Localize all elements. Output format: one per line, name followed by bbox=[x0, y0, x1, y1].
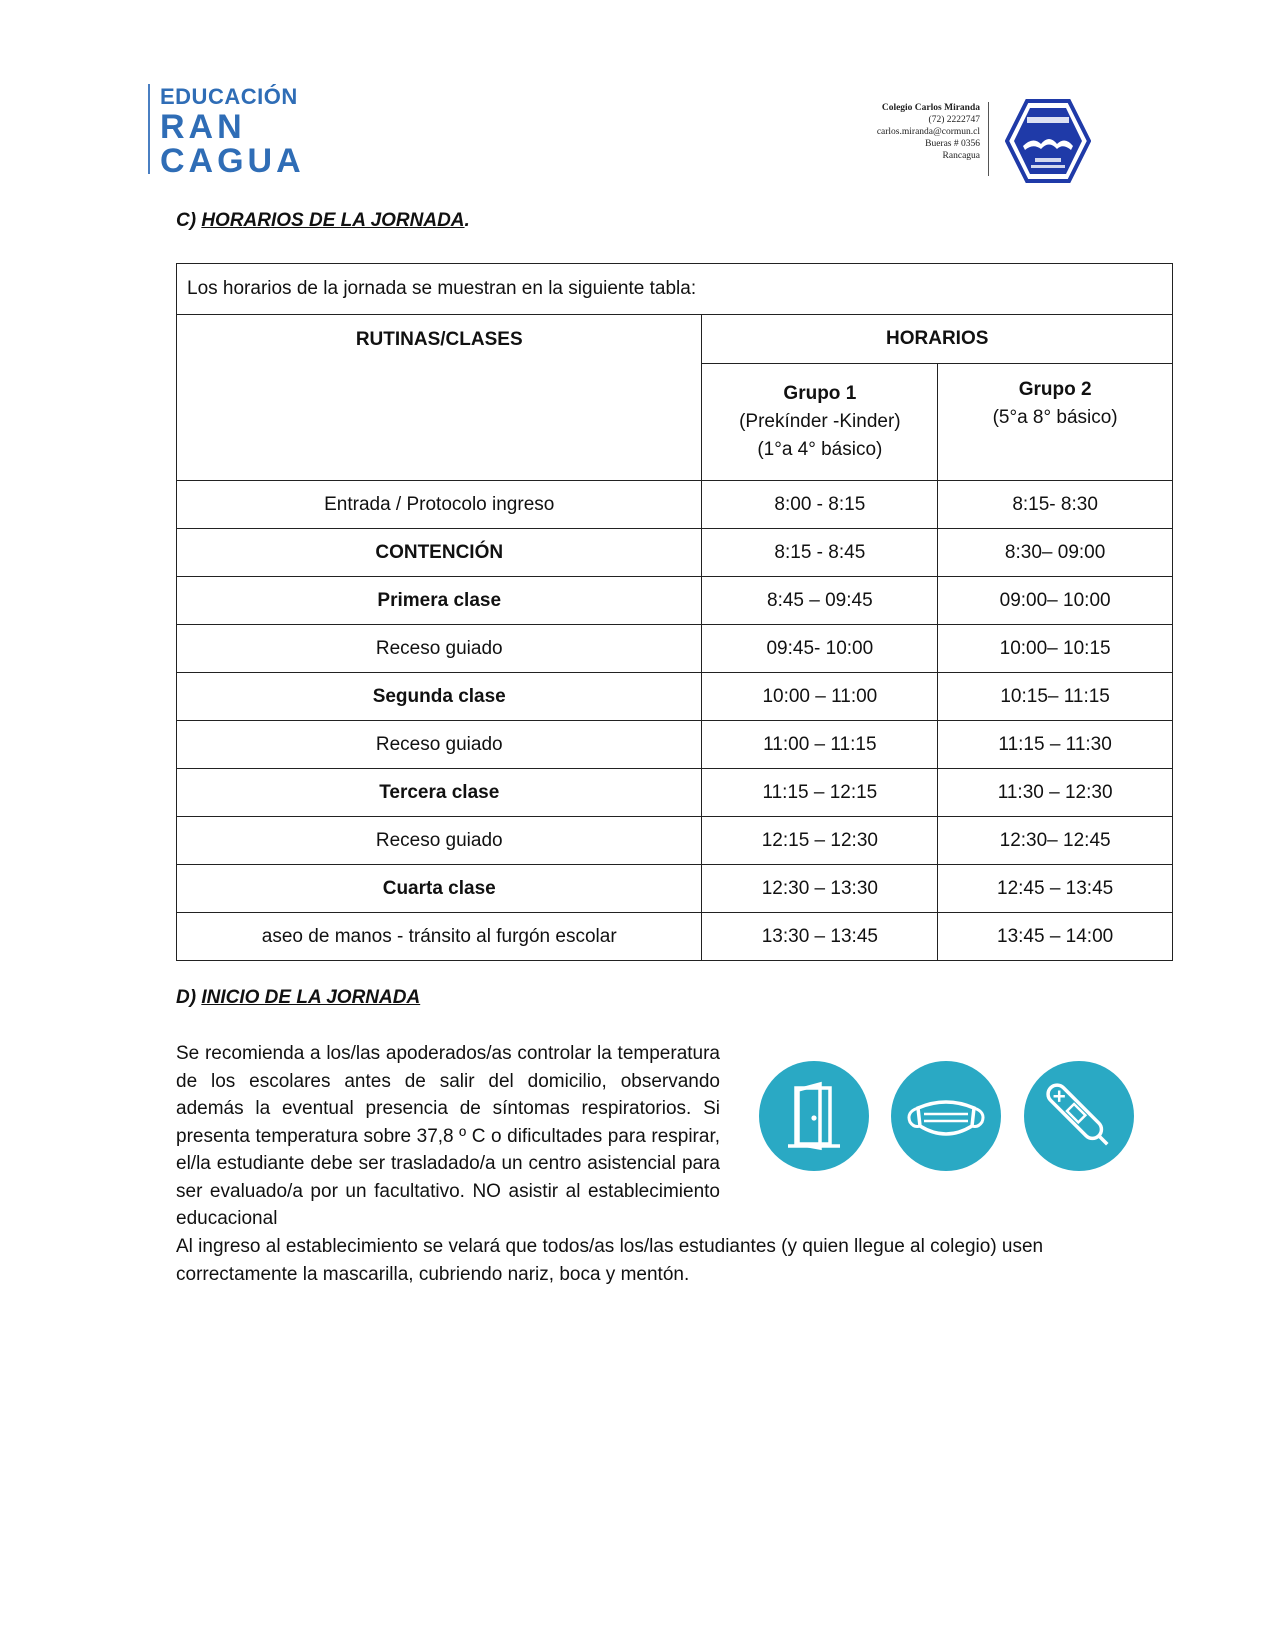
brand-line-3: CAGUA bbox=[160, 142, 305, 180]
schedule-rows bbox=[177, 481, 1173, 961]
group-1-line-1: (Prekínder -Kinder) bbox=[739, 411, 901, 432]
school-city: Rancagua bbox=[942, 151, 980, 161]
group-1-time-cell: 12:15 – 12:30 bbox=[702, 817, 938, 865]
group-2-time-cell: 11:30 – 12:30 bbox=[938, 769, 1173, 817]
group-2-time-cell: 09:00– 10:00 bbox=[938, 577, 1173, 625]
group-2-header bbox=[938, 364, 1173, 481]
group-1-time-cell: 8:00 - 8:15 bbox=[702, 481, 938, 529]
group-1-time-cell: 10:00 – 11:00 bbox=[702, 673, 938, 721]
group-1-line-2: (1°a 4° básico) bbox=[757, 439, 883, 460]
section-d-prefix: D) bbox=[176, 987, 202, 1008]
school-seal-icon bbox=[1005, 98, 1091, 184]
school-phone: (72) 2222747 bbox=[928, 115, 980, 125]
table-row bbox=[177, 481, 1173, 529]
group-1-time-cell: 8:15 - 8:45 bbox=[702, 529, 938, 577]
group-1-time-cell: 8:45 – 09:45 bbox=[702, 577, 938, 625]
face-mask-icon bbox=[891, 1061, 1001, 1171]
table-row bbox=[177, 577, 1173, 625]
column-header-routines: RUTINAS/CLASES bbox=[177, 315, 702, 481]
group-2-title: Grupo 2 bbox=[1018, 379, 1092, 400]
table-row bbox=[177, 769, 1173, 817]
section-d-heading bbox=[176, 987, 420, 1009]
group-1-title: Grupo 1 bbox=[783, 383, 857, 404]
group-1-time-cell: 09:45- 10:00 bbox=[702, 625, 938, 673]
table-row bbox=[177, 625, 1173, 673]
group-2-time-cell: 13:45 – 14:00 bbox=[938, 913, 1173, 961]
thermometer-icon bbox=[1024, 1061, 1134, 1171]
table-row bbox=[177, 865, 1173, 913]
health-icons bbox=[758, 1060, 1138, 1172]
routine-cell: CONTENCIÓN bbox=[177, 529, 702, 577]
table-row bbox=[177, 913, 1173, 961]
group-2-line-1: (5°a 8° básico) bbox=[992, 407, 1118, 428]
section-d-paragraph-2: Al ingreso al establecimiento se velará que todos/as los/las estudiantes (y quien llegue al colegio) usen correctamente la mascarilla, cubriendo nariz, boca y mentón. bbox=[176, 1236, 1044, 1285]
routine-cell: Tercera clase bbox=[177, 769, 702, 817]
group-1-time-cell: 11:00 – 11:15 bbox=[702, 721, 938, 769]
routine-cell: Receso guiado bbox=[177, 625, 702, 673]
routine-cell: Cuarta clase bbox=[177, 865, 702, 913]
group-2-time-cell: 8:30– 09:00 bbox=[938, 529, 1173, 577]
school-address: Bueras # 0356 bbox=[925, 139, 980, 149]
school-info bbox=[830, 102, 989, 176]
routine-cell: Primera clase bbox=[177, 577, 702, 625]
brand-line-2: RAN bbox=[160, 108, 246, 146]
group-2-time-cell: 11:15 – 11:30 bbox=[938, 721, 1173, 769]
group-1-time-cell: 11:15 – 12:15 bbox=[702, 769, 938, 817]
section-c-title: HORARIOS DE LA JORNADA bbox=[201, 210, 465, 231]
table-row bbox=[177, 721, 1173, 769]
table-row bbox=[177, 529, 1173, 577]
section-c-prefix: C) bbox=[176, 210, 202, 231]
table-intro: Los horarios de la jornada se muestran en la siguiente tabla: bbox=[177, 264, 1173, 315]
routine-cell: Receso guiado bbox=[177, 817, 702, 865]
section-d-title: INICIO DE LA JORNADA bbox=[201, 987, 421, 1008]
routine-cell: Entrada / Protocolo ingreso bbox=[177, 481, 702, 529]
schedule-table bbox=[176, 263, 1173, 961]
section-d-paragraph-1: Se recomienda a los/las apoderados/as controlar la temperatura de los escolares antes de salir del domicilio, observando además la eventual presencia de síntomas respiratorios. Si presenta temperatura sobre 37,8 º C o dificultades para respirar, el/la estudiante debe ser trasladado/a un centro asistencial para ser evaluado/a por un facultativo. NO asistir al establecimiento educacional bbox=[176, 1043, 720, 1229]
table-row bbox=[177, 817, 1173, 865]
section-c-suffix: . bbox=[464, 210, 470, 231]
group-1-time-cell: 12:30 – 13:30 bbox=[702, 865, 938, 913]
column-header-schedules: HORARIOS bbox=[702, 315, 1173, 364]
group-2-time-cell: 10:15– 11:15 bbox=[938, 673, 1173, 721]
routine-cell: Receso guiado bbox=[177, 721, 702, 769]
group-1-time-cell: 13:30 – 13:45 bbox=[702, 913, 938, 961]
door-icon bbox=[759, 1061, 869, 1171]
section-c-heading bbox=[176, 210, 470, 232]
brand-line-1: EDUCACIÓN bbox=[160, 84, 298, 109]
school-name: Colegio Carlos Miranda bbox=[881, 103, 980, 113]
group-2-time-cell: 12:45 – 13:45 bbox=[938, 865, 1173, 913]
routine-cell: aseo de manos - tránsito al furgón escolar bbox=[177, 913, 702, 961]
routine-cell: Segunda clase bbox=[177, 673, 702, 721]
brand-logo bbox=[148, 84, 305, 180]
table-row bbox=[177, 673, 1173, 721]
group-2-time-cell: 12:30– 12:45 bbox=[938, 817, 1173, 865]
group-2-time-cell: 8:15- 8:30 bbox=[938, 481, 1173, 529]
school-email: carlos.miranda@cormun.cl bbox=[876, 127, 980, 137]
group-2-time-cell: 10:00– 10:15 bbox=[938, 625, 1173, 673]
group-1-header bbox=[702, 364, 938, 481]
